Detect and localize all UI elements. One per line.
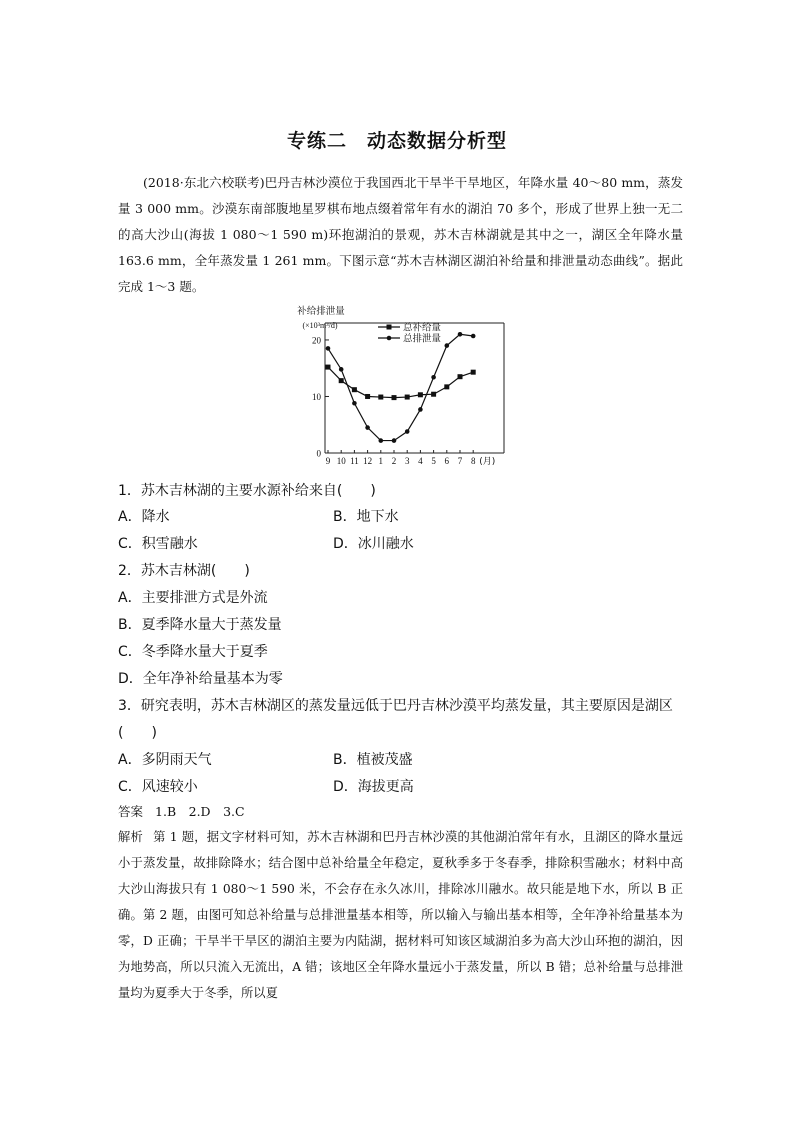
q2-option-d: D．全年净补给量基本为零 [118,671,283,687]
supply-point [326,365,331,370]
x-tick-label: 3 [404,456,410,466]
analysis-label: 解析 [118,830,144,844]
intro-paragraph: (2018·东北六校联考)巴丹吉林沙漠位于我国西北干旱半干旱地区，年降水量 40～80 mm，蒸发量 3 000 mm。沙漠东南部腹地星罗棋布地点缀着常年有水的湖泊 70 多个，形成了世界上独一无二的高大沙山(海拔 1 080～1 590 m)环抱湖泊的景观，苏木吉林湖就是其中之一，湖区全年降水量 163.6 mm，全年蒸发量 1 261 mm。下图示意“苏木吉林湖区湖泊补给量和排泄量动态曲线”。据此完成 1～3 题。 [118,175,683,294]
y-axis-unit: (×10³m³/d) [302,321,338,330]
y-tick-label: 0 [316,448,321,459]
y-tick-label: 20 [312,335,321,346]
supply-point [352,387,357,392]
x-tick-label: 10 [336,456,346,466]
legend-label-1: 总补给量 [403,322,442,334]
discharge-point [365,425,370,430]
discharge-point [418,407,423,412]
discharge-point [352,401,357,406]
supply-point [378,395,383,400]
x-tick-label: 2 [391,456,397,466]
supply-point [471,370,476,375]
supply-point [405,395,410,400]
question-2-stem: 2．苏木吉林湖( ) [118,563,250,579]
supply-point [444,384,449,389]
discharge-point [471,334,476,339]
question-3-blank: ( ) [118,725,157,741]
q2-option-c: C．冬季降水量大于夏季 [118,644,268,660]
supply-point [431,392,436,397]
supply-discharge-chart [268,303,530,473]
supply-point [418,392,423,397]
legend-label-2: 总排泄量 [403,333,442,345]
y-tick-label: 10 [312,391,321,402]
x-tick-label: 12 [363,456,373,466]
x-tick-label: 6 [444,456,450,466]
y-axis-title: 补给排泄量 [297,306,345,317]
supply-point [458,374,463,379]
supply-point [392,395,397,400]
analysis-paragraph [118,824,683,1006]
answer-label: 答案 [118,804,144,819]
discharge-point [445,343,450,348]
x-tick-label: 1 [378,456,384,466]
q2-option-b: B．夏季降水量大于蒸发量 [118,617,282,633]
q1-option-c: C．积雪融水 [118,536,198,552]
series-line-2 [328,334,473,440]
answer-line [118,802,245,820]
supply-point [365,394,370,399]
analysis-text: 第 1 题，据文字材料可知，苏木吉林湖和巴丹吉林沙漠的其他湖泊常年有水，且湖区的降水量远小于蒸发量，故排除降水；结合图中总补给量全年稳定，夏秋季多于冬春季，排除积雪融水；材料中高大沙山海拔只有 1 080～1 590 米，不会存在永久冰川，排除冰川融水。故只能是地下水，所以 B 正确。第 2 题，由图可知总补给量与总排泄量基本相等，所以输入与输出基本相等，全年净补给量基本为零，D 正确；干旱半干旱区的湖泊主要为内陆湖，据材料可知该区域湖泊多为高大沙山环抱的湖泊，因为地势高，所以只流入无流出，A 错；该地区全年降水量远小于蒸发量，所以 B 错；总补给量与总排泄量均为夏季大于冬季，所以夏 [118,830,683,1000]
legend-circle-marker [387,336,392,341]
q1-option-d: D．冰川融水 [333,536,414,552]
x-tick-label: 9 [325,456,331,466]
q1-option-b: B．地下水 [333,509,399,525]
supply-point [339,378,344,383]
question-3-stem: 3．研究表明，苏木吉林湖区的蒸发量远低于巴丹吉林沙漠平均蒸发量，其主要原因是湖区 [118,698,673,714]
legend-square-marker [387,325,392,330]
discharge-point [392,438,397,443]
q1-option-a: A．降水 [118,509,170,525]
x-tick-label: 5 [431,456,436,466]
q3-option-a: A．多阴雨天气 [118,752,212,768]
x-tick-label: 7 [457,456,463,466]
q2-option-a: A．主要排泄方式是外流 [118,590,268,606]
x-tick-label: 11 [350,456,359,466]
discharge-point [431,375,436,380]
q3-option-d: D．海拔更高 [333,779,414,795]
discharge-point [339,367,344,372]
x-axis-unit: (月) [479,457,496,467]
discharge-point [379,438,384,443]
q3-option-c: C．风速较小 [118,779,198,795]
x-tick-label: 8 [470,456,476,466]
discharge-point [405,429,410,434]
discharge-point [458,332,463,337]
page-title: 专练二 动态数据分析型 [286,130,507,152]
q3-option-b: B．植被茂盛 [333,752,413,768]
answer-text: 1.B 2.D 3.C [155,804,245,819]
x-tick-label: 4 [418,456,423,466]
question-1-stem: 1．苏木吉林湖的主要水源补给来自( ) [118,483,376,499]
discharge-point [326,346,331,351]
